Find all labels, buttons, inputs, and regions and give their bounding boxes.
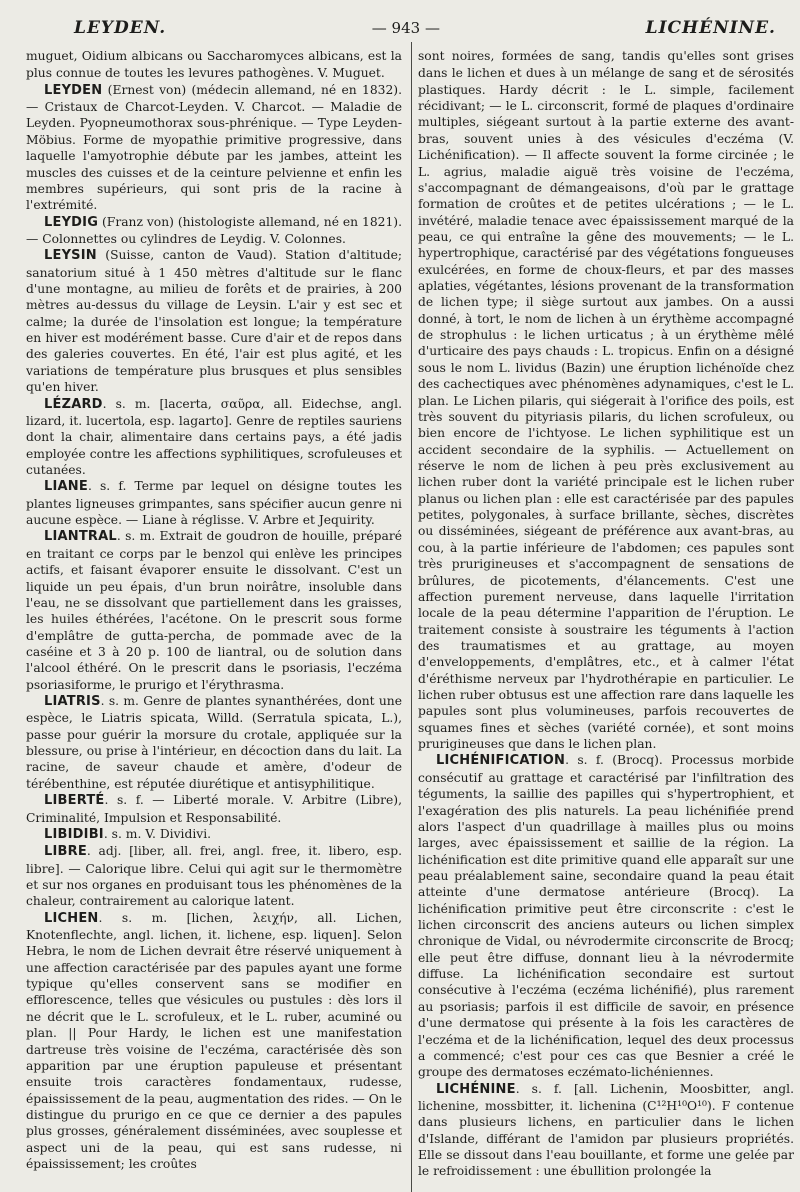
entry-text: . adj. [liber, all. frei, angl. free, it. libero, esp. libre]. — Calorique libre. Celui qui agit sur le thermomètre et sur nos organes en produisant tous les phénomènes de la chaleur, contrairement au calorique latent.	[26, 844, 402, 909]
entry-text: . s. m. [lacerta, σαῦρα, all. Eidechse, angl. lizard, it. lucertola, esp. lagarto]. Genre de reptiles sauriens dont la chair, alimentaire dans certains pays, a été jadis employée contre les affections syphilitiques, scrofuleuses et cutanées.	[26, 396, 402, 477]
left-column	[26, 48, 402, 1188]
headword: LICHEN	[44, 910, 99, 926]
entry	[26, 826, 402, 843]
entry-text: . s. f. — Liberté morale. V. Arbitre (Libre), Criminalité, Impulsion et Responsabilité.	[26, 793, 402, 825]
entry-text: . s. m. Genre de plantes synanthérées, dont une espèce, le Liatris spicata, Willd. (Serratula spicata, L.), passe pour guérir la morsure du crotale, appliquée sur la blessure, ou prise à l'intérieur, en décoction dans du lait. La racine, de saveur chaude et amère, d'odeur de térébenthine, est réputée diurétique et antisyphilitique.	[26, 694, 402, 791]
headword: LIBRE	[44, 844, 87, 860]
entry	[26, 478, 402, 528]
entry	[26, 910, 402, 1173]
entry-text: . s. m. V. Dividivi.	[103, 826, 212, 841]
headword: LICHÉNINE	[436, 1081, 516, 1097]
headword: LIBERTÉ	[44, 793, 105, 809]
header-left-term: LEYDEN.	[74, 18, 167, 38]
headword: LEYSIN	[44, 248, 97, 264]
entry	[26, 792, 402, 826]
headword: LÉZARD	[44, 396, 103, 412]
entry	[26, 214, 402, 248]
running-header	[26, 18, 794, 48]
entry	[418, 752, 794, 1080]
entry-text: (Ernest von) (médecin allemand, né en 1832). — Cristaux de Charcot-Leyden. V. Charcot. — Maladie de Leyden. Pyopneumothorax sous-phrénique. — Type Leyden-Möbius. Forme de myopathie primitive progressive, dans laquelle l'amyotrophie débute par les jambes, atteint les muscles des cuisses et de la ceinture pelvienne et enfin les membres supérieurs, qui sont pris de la racine à l'extrémité.	[26, 82, 402, 213]
entry	[26, 693, 402, 792]
entry	[418, 1081, 794, 1180]
entry-text: (Suisse, canton de Vaud). Station d'altitude; sanatorium situé à 1 450 mètres d'altitude sur le flanc d'une montagne, au milieu de forêts et de prairies, à 200 mètres au-dessus du village de Leysin. L'air y est sec et calme; la durée de l'insolation est longue; la température en hiver est modérément basse. Cure d'air et de repos dans des galeries couvertes. En été, l'air est plus agité, et les variations de température plus brusques et plus sensibles qu'en hiver.	[26, 248, 402, 395]
headword: LEYDIG	[44, 214, 99, 230]
headword: LICHÉNIFICATION	[436, 753, 566, 769]
entry	[26, 48, 402, 82]
headword: LIATRIS	[44, 694, 101, 710]
headword: LIBIDIBI	[44, 826, 104, 842]
entry-text: . s. f. Terme par lequel on désigne toutes les plantes ligneuses grimpantes, sans spécifier aucun genre ni aucune espèce. — Liane à réglisse. V. Arbre et Jequirity.	[26, 479, 402, 528]
entry-text: . s. m. [lichen, λειχήν, all. Lichen, Knotenflechte, angl. lichen, it. lichene, esp. liquen]. Selon Hebra, le nom de Lichen devrait être réservé uniquement à une affection caractérisée par des papules ayant une forme typique qu'elles conservent sans se modifier en efflorescence, telles que vésicules ou pustules : dès lors il ne décrit que le L. scrofuleux, et le L. ruber, acuminé ou plan. || Pour Hardy, le lichen est une manifestation dartreuse très voisine de l'eczéma, caractérisée dès son apparition par une éruption papuleuse et présentant ensuite trois caractères fondamentaux, rudesse, épaississement de la peau, augmentation des rides. — On le distingue du prurigo en ce que ce dernier a des papules plus grosses, généralement disséminées, avec souplesse et aspect uni de la peau, qui est sans rudesse, ni épaississement; les croûtes	[26, 910, 402, 1172]
header-right-term: LICHÉNINE.	[645, 18, 776, 38]
entry	[26, 528, 402, 693]
entry-text: . s. m. Extrait de goudron de houille, préparé en traitant ce corps par le benzol qui enlève les principes actifs, et faisant évaporer ensuite le dissolvant. C'est un liquide un peu épais, d'un brun noirâtre, insoluble dans l'eau, ne se dissolvant que partiellement dans les graisses, les huiles éthérées, l'acétone. On le prescrit sous forme d'emplâtre de gutta-percha, de pommade avec de la caséine et 3 à 20 p. 100 de liantral, ou de solution dans l'alcool éthéré. On le prescrit dans le psoriasis, l'eczéma psoriasiforme, le prurigo et l'érythrasma.	[26, 529, 402, 692]
entry	[26, 396, 402, 479]
entry-text: (Franz von) (histologiste allemand, né en 1821). — Colonnettes ou cylindres de Leydig. V. Colonnes.	[26, 214, 402, 246]
entry-text: muguet, Oidium albicans ou Saccharomyces albicans, est la plus connue de toutes les levures pathogènes. V. Muguet.	[26, 49, 402, 81]
entry-text: sont noires, formées de sang, tandis qu'elles sont grises dans le lichen et dues à un mélange de sang et de sérosités plastiques. Hardy décrit : le L. simple, facilement récidivant; — le L. circonscrit, formé de plaques d'ordinaire multiples, siégeant surtout à la partie externe des avant-bras, souvent unies à des vésicules d'eczéma (V. Lichénification). — Il affecte souvent la forme circinée ; le L. agrius, maladie aiguë très voisine de l'eczéma, s'accompagnant de démangeaisons, d'où par le grattage formation de croûtes et de petites ulcérations ; — le L. invétéré, maladie tenace avec épaississement marqué de la peau, ce qui entraîne la gêne des mouvements; — le L. hypertrophique, caractérisé par des végétations fongueuses exulcérées, en forme de choux-fleurs, et par des masses aplaties, végétantes, lésions provenant de la transformation de lichen type; il siège surtout aux jambes. On a aussi donné, à tort, le nom de lichen à un érythème accompagné de strophulus : le lichen urticatus ; à un érythème mêlé d'urticaire des pays chauds : L. tropicus. Enfin on a désigné sous le nom L. lividus (Bazin) une éruption lichénoïde chez des cachectiques avec phénomènes adynamiques, c'est le L. plan. Le Lichen pilaris, qui siégerait à l'orifice des poils, est très souvent du pityriasis pilaris, du lichen scrofuleux, ou bien encore de l'ichtyose. Le lichen syphilitique est un accident secondaire de la syphilis. — Actuellement on réserve le nom de lichen à peu près exclusivement au lichen ruber dont la variété principale est le lichen ruber planus ou lichen plan : elle est caractérisée par des papules petites, polygonales, à surface brillante, sèches, discrètes ou disséminées, siégeant de préférence aux avant-bras, au cou, à la partie inférieure de l'abdomen; ces papules sont très prurigineuses et s'accompagnent de sensations de brûlures, de picotements, d'élancements. C'est une affection purement nerveuse, dans laquelle l'irritation locale de la peau détermine l'apparition de l'éruption. Le traitement consiste à soustraire les téguments à l'action des traumatismes et au grattage, au moyen d'enveloppements, d'emplâtres, etc., et à calmer l'état d'éréthisme nerveux par l'hydrothérapie en particulier. Le lichen ruber obtusus est une affection rare dans laquelle les papules sont plus volumineuses, parfois recouvertes de squames fines et sèches (variété cornée), et sont moins prurigineuses que dans le lichen plan.	[418, 49, 794, 752]
entry-text: . s. f. (Brocq). Processus morbide consécutif au grattage et caractérisé par l'infiltration des téguments, la saillie des papilles qui s'hypertrophient, et l'exagération des plis naturels. La peau lichénifiée prend alors l'aspect d'un quadrillage à mailles plus ou moins larges, avec épaississement et saillie de la région. La lichénification est dite primitive quand elle apparaît sur une peau préalablement saine, secondaire quand la peau était atteinte d'une dermatose antérieure (Brocq). La lichénification primitive peut être circonscrite : c'est le lichen circonscrit des anciens auteurs ou lichen simplex chronique de Vidal, ou névrodermite circonscrite de Brocq; elle peut être diffuse, donnant lieu à la névrodermite diffuse. La lichénification secondaire est surtout consécutive à l'eczéma (eczéma lichénifié), plus rarement au psoriasis; parfois il est difficile de savoir, en présence d'une dermatose qui présente à la fois les caractères de l'eczéma et de la lichénification, lequel des deux processus a commencé; c'est pour ces cas que Besnier a créé le groupe des dermatoses eczémato-lichéniennes.	[418, 753, 794, 1080]
headword: LEYDEN	[44, 82, 103, 98]
right-column	[418, 48, 794, 1188]
headword: LIANTRAL	[44, 529, 117, 545]
text-columns	[26, 48, 794, 1188]
entry	[26, 843, 402, 909]
entry	[418, 48, 794, 752]
headword: LIANE	[44, 479, 88, 495]
entry-text: . s. f. [all. Lichenin, Moosbitter, angl. lichenine, mossbitter, it. lichenina (C¹²H¹⁰O¹⁰). F contenue dans plusieurs lichens, en particulier dans le lichen d'Islande, différant de l'amidon par plusieurs propriétés. Elle se dissout dans l'eau bouillante, et forme une gelée par le refroidissement : une ébullition prolongée la	[418, 1081, 794, 1179]
entry	[26, 82, 402, 214]
entry	[26, 247, 402, 395]
page-number: — 943 —	[371, 19, 440, 37]
column-divider	[411, 42, 412, 1192]
